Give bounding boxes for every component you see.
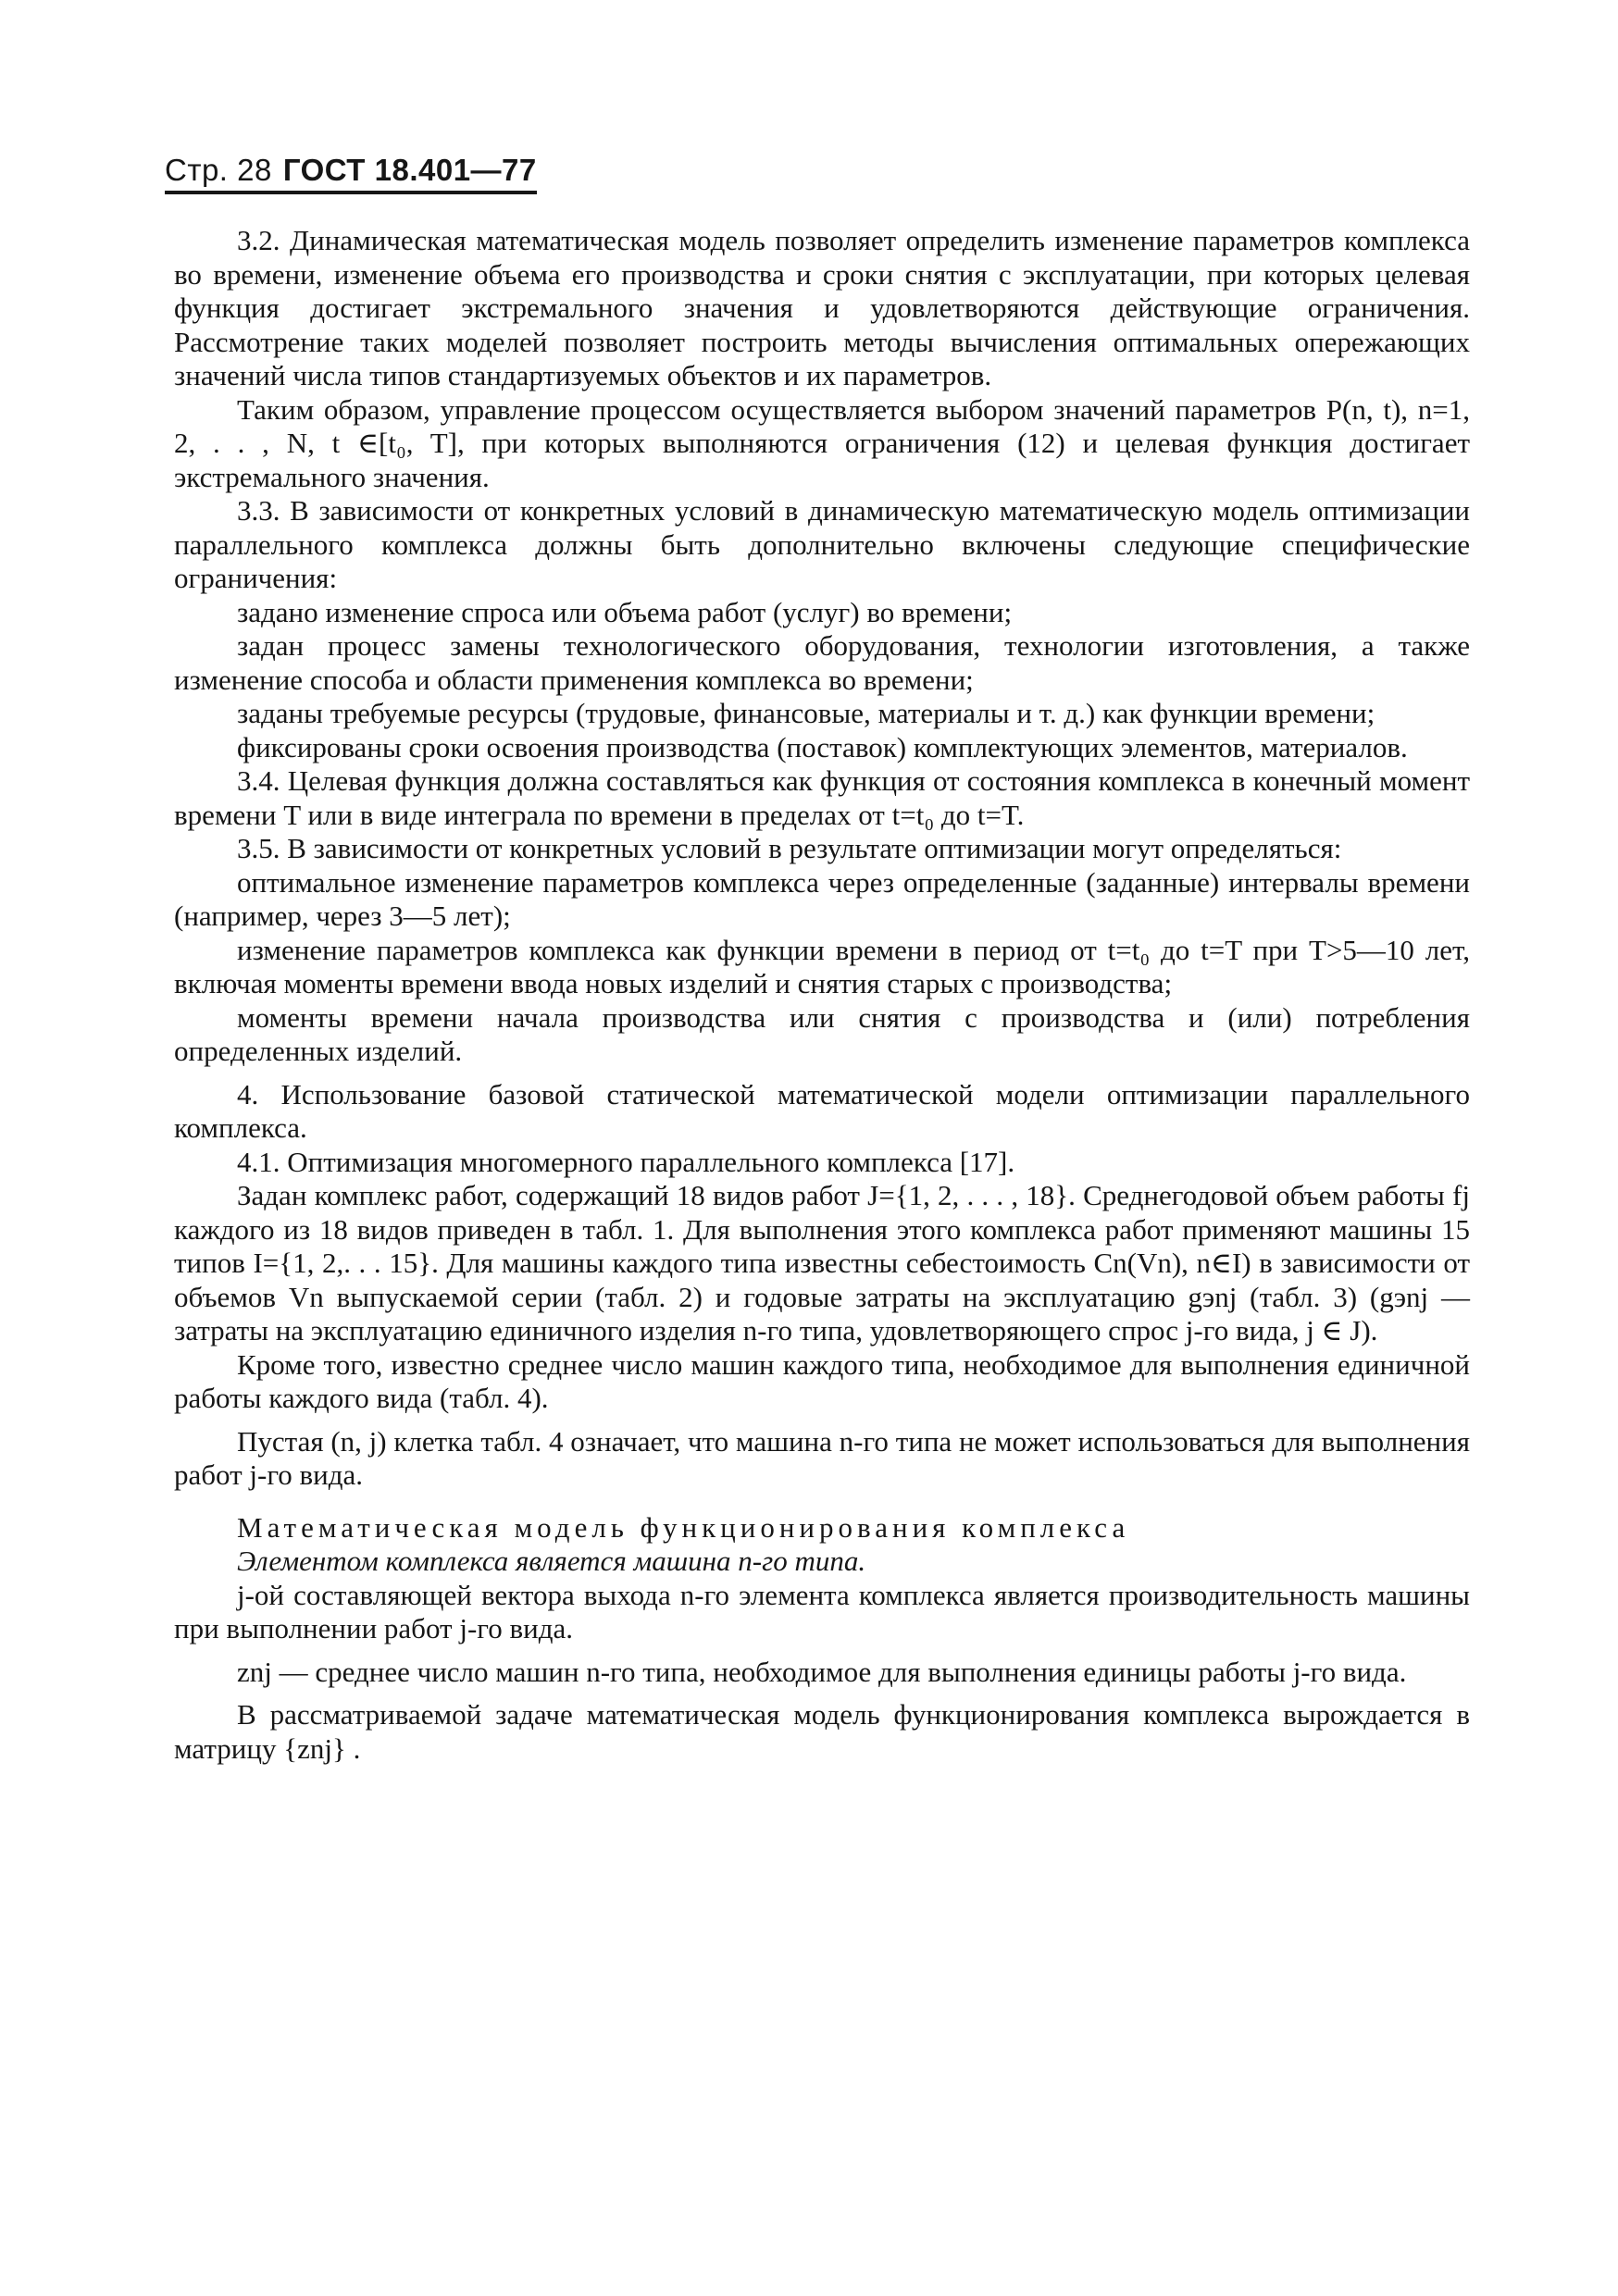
standard-code: ГОСТ 18.401—77 [282,153,537,187]
znj-definition: znj — среднее число машин n-го типа, необходимое для выполнения единицы работы j-го вида. [237,1655,1407,1688]
paragraph-3-4: 3.4. Целевая функция должна составляться как функция от состояния комплекса в конечный момент времени T или в виде интеграла по времени в пределах от t=t₀ до t=T. [174,764,1470,831]
paragraph-control-summary: Таким образом, управление процессом осуществляется выбором значений параметров P(n, t), n=1, 2, . . , N, t ∈[t₀, T], при которых выполняются ограничения (12) и целевая функция достигает экстремального значения. [174,392,1470,493]
page-body [174,224,1470,1766]
paragraph-3-5: 3.5. В зависимости от конкретных условий в результате оптимизации могут определяться: [237,832,1342,864]
element-definition: Элементом комплекса является машина n-го типа. [237,1545,866,1577]
result-intervals: оптимальное изменение параметров комплекса через определенные (заданные) интервалы времени (например, через 3—5 лет); [174,865,1470,932]
paragraph-empty-cell: Пустая (n, j) клетка табл. 4 означает, что машина n-го типа не может использоваться для выполнения работ j-го вида. [174,1424,1470,1491]
paragraph-machine-count: Кроме того, известно среднее число машин каждого типа, необходимое для выполнения единичной работы каждого вида (табл. 4). [174,1347,1470,1414]
constraint-demand: задано изменение спроса или объема работ (услуг) во времени; [237,595,1013,628]
matrix-degeneration: В рассматриваемой задаче математическая модель функционирования комплекса вырождается в матрицу {znj} . [174,1698,1470,1765]
page-header [165,153,537,194]
result-functions: изменение параметров комплекса как функции времени в период от t=t₀ до t=T при T>5—10 лет, включая моменты времени ввода новых изделий и снятия старых с производства; [174,933,1470,999]
section-4-heading: 4. Использование базовой статической математической модели оптимизации параллельного комплекса. [174,1077,1470,1144]
section-4-1-heading: 4.1. Оптимизация многомерного параллельного комплекса [17]. [237,1145,1015,1178]
paragraph-3-2: 3.2. Динамическая математическая модель позволяет определить изменение параметров комплекса во времени, изменение объема его производства и сроки снятия с эксплуатации, при которых целевая функция достигает экстремального значения и удовлетворяются действующие ограничения. Рассмотрение таких моделей позволяет построить методы вычисления оптимальных опережающих значений числа типов стандартизуемых объектов и их параметров. [174,224,1470,391]
paragraph-3-3: 3.3. В зависимости от конкретных условий в динамическую математическую модель оптимизации параллельного комплекса должны быть дополнительно включены следующие специфические ограничения: [174,494,1470,594]
output-vector-definition: j-ой составляющей вектора выхода n-го элемента комплекса является производительность машины при выполнении работ j-го вида. [174,1578,1470,1644]
paragraph-complex-definition: Задан комплекс работ, содержащий 18 видов работ J={1, 2, . . . , 18}. Среднегодовой объем работы fj каждого из 18 видов приведен в табл. 1. Для выполнения этого комплекса работ применяют машины 15 типов I={1, 2,. . . 15}. Для машины каждого типа известны себестоимость Cn(Vn), n∈I) в зависимости от объемов Vn выпускаемой серии (табл. 2) и годовые затраты на эксплуатацию gэnj (табл. 3) (gэnj — затраты на эксплуатацию единичного изделия n-го типа, удовлетворяющего спрос j-го вида, j ∈ J). [174,1179,1470,1347]
model-heading: Математическая модель функционирования комплекса [237,1510,1130,1544]
constraint-resources: заданы требуемые ресурсы (трудовые, финансовые, материалы и т. д.) как функции времени; [237,697,1375,729]
result-moments: моменты времени начала производства или снятия с производства и (или) потребления определенных изделий. [174,1000,1470,1067]
constraint-equipment: задан процесс замены технологического оборудования, технологии изготовления, а также изменение способа и области применения комплекса во времени; [174,629,1470,696]
page-number: Стр. 28 [165,153,272,187]
constraint-deadlines: фиксированы сроки освоения производства (поставок) комплектующих элементов, материалов. [237,730,1408,763]
